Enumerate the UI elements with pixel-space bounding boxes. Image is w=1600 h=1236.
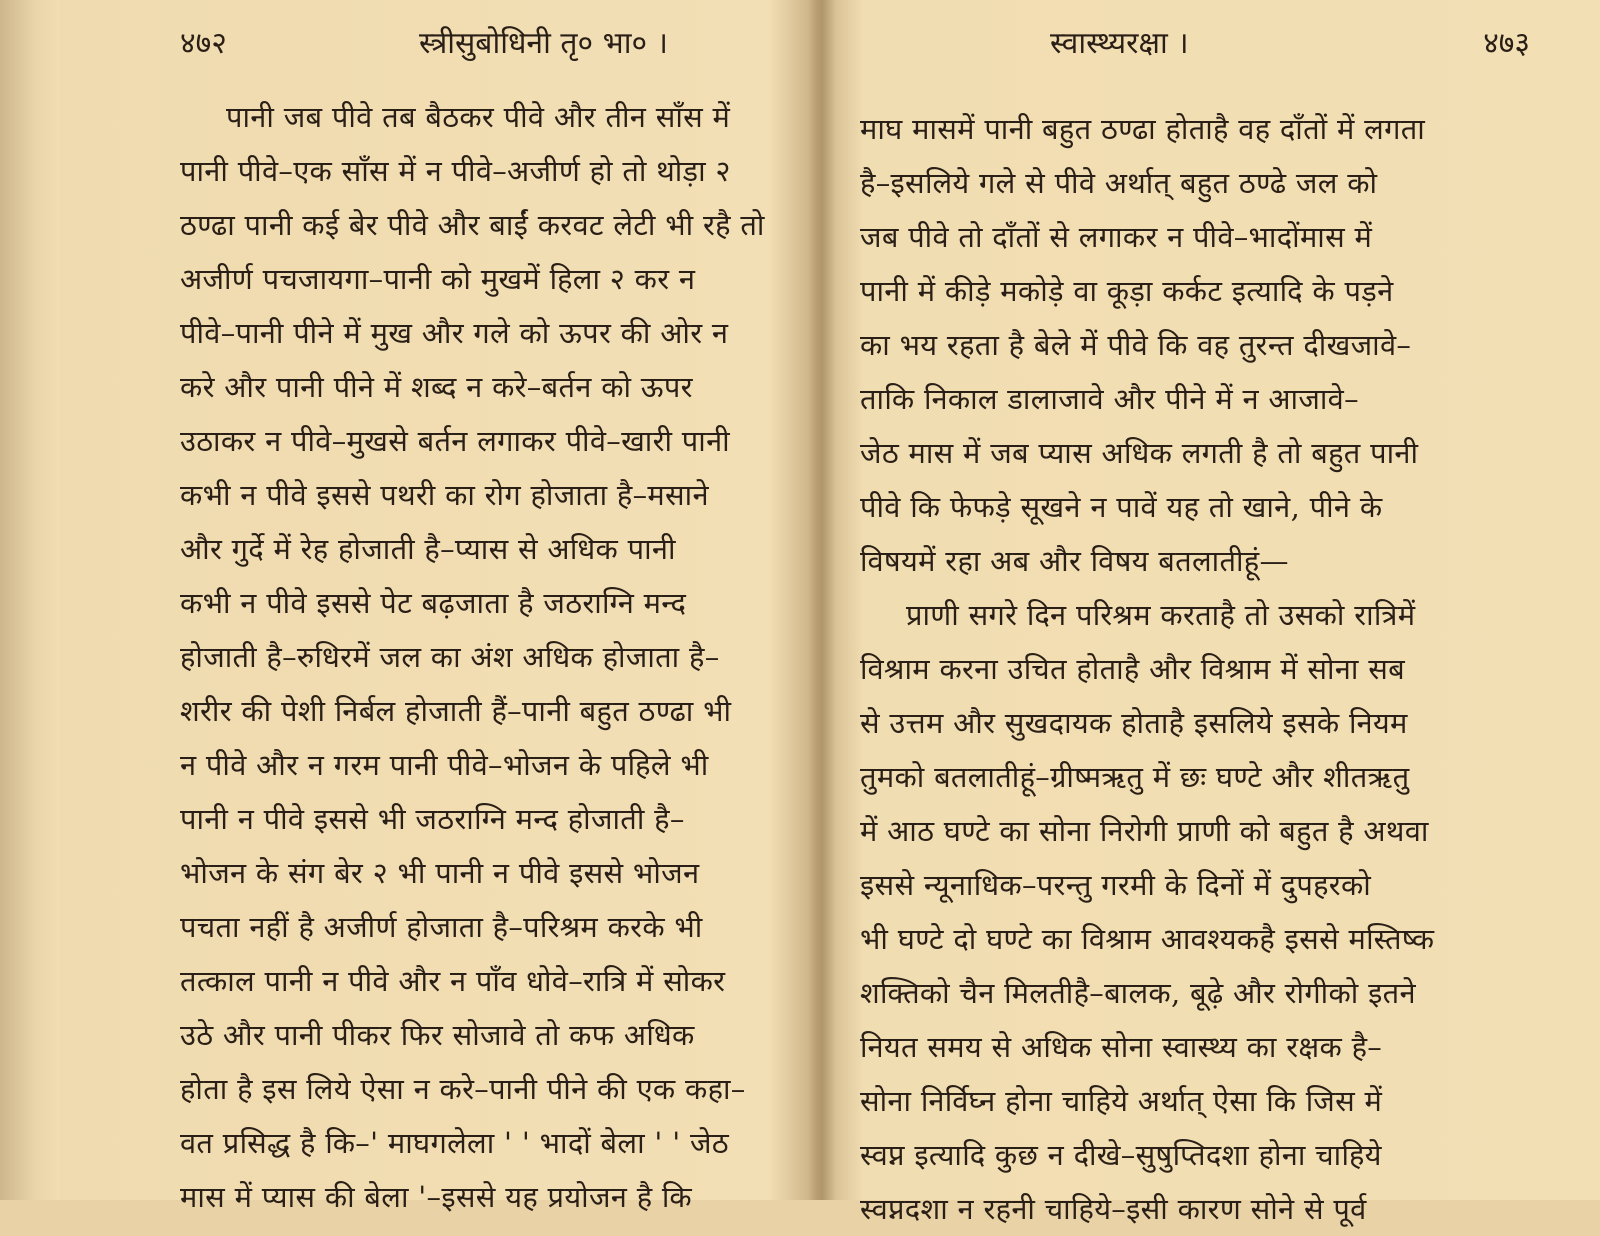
right-page-body xyxy=(860,102,1530,1236)
text-line: विश्राम करना उचित होताहै और विश्राम में सोना सब xyxy=(860,652,1405,686)
text-line: विषयमें रहा अब और विषय बतलातीहूं— xyxy=(860,544,1289,578)
text-line: ठण्ढा पानी कई बेर पीवे और बाईं करवट लेटी भी रहै तो xyxy=(180,208,765,242)
text-line: उठाकर न पीवे–मुखसे बर्तन लगाकर पीवे–खारी पानी xyxy=(180,424,730,458)
text-line: कभी न पीवे इससे पथरी का रोग होजाता है–मसाने xyxy=(180,478,709,512)
text-line: न पीवे और न गरम पानी पीवे–भोजन के पहिले भी xyxy=(180,748,709,782)
text-line: शरीर की पेशी निर्बल होजाती हैं–पानी बहुत ठण्ढा भी xyxy=(180,694,732,728)
text-line: पचता नहीं है अजीर्ण होजाता है–परिश्रम करके भी xyxy=(180,910,703,944)
text-line: तुमको बतलातीहूं–ग्रीष्मऋतु में छः घण्टे और शीतऋतु xyxy=(860,760,1410,794)
text-line: इससे न्यूनाधिक–परन्तु गरमी के दिनों में दुपहरको xyxy=(860,868,1372,902)
text-line: कभी न पीवे इससे पेट बढ़जाता है जठराग्नि मन्द xyxy=(180,586,687,620)
text-line: पीवे कि फेफड़े सूखने न पावें यह तो खाने, पीने के xyxy=(860,490,1383,524)
text-line: प्राणी सगरे दिन परिश्रम करताहै तो उसको रात्रिमें xyxy=(906,598,1416,632)
book-gutter xyxy=(808,0,836,1200)
text-line: मास में प्यास की बेला '–इससे यह प्रयोजन है कि xyxy=(180,1180,693,1214)
left-running-title: स्त्रीसुबोधिनी तृ० भा० । xyxy=(419,26,668,61)
text-line: करे और पानी पीने में शब्द न करे–बर्तन को ऊपर xyxy=(180,370,693,404)
right-running-title: स्वास्थ्यरक्षा । xyxy=(1050,26,1189,61)
text-line: पानी न पीवे इससे भी जठराग्नि मन्द होजाती है– xyxy=(180,802,685,836)
text-line: होता है इस लिये ऐसा न करे–पानी पीने की एक कहा– xyxy=(180,1072,746,1106)
text-line: सोना निर्विघ्न होना चाहिये अर्थात् ऐसा कि जिस में xyxy=(860,1084,1383,1118)
text-line: पानी पीवे–एक साँस में न पीवे–अजीर्ण हो तो थोड़ा २ xyxy=(180,154,731,188)
text-line: होजाती है–रुधिरमें जल का अंश अधिक होजाता है– xyxy=(180,640,720,674)
text-line: वत प्रसिद्ध है कि–' माघगलेला ' ' भादों बेला ' ' जेठ xyxy=(180,1126,729,1160)
right-page-number: ४७३ xyxy=(1483,26,1530,61)
text-line: में आठ घण्टे का सोना निरोगी प्राणी को बहुत है अथवा xyxy=(860,814,1429,848)
text-line: पानी जब पीवे तब बैठकर पीवे और तीन साँस में xyxy=(226,100,731,134)
left-page-header xyxy=(180,12,788,76)
text-line: भोजन के संग बेर २ भी पानी न पीवे इससे भोजन xyxy=(180,856,700,890)
text-line: है–इसलिये गले से पीवे अर्थात् बहुत ठण्ढे जल को xyxy=(860,166,1378,200)
left-page xyxy=(60,0,808,1214)
text-line: नियत समय से अधिक सोना स्वास्थ्य का रक्षक है– xyxy=(860,1030,1383,1064)
text-line: पीवे–पानी पीने में मुख और गले को ऊपर की ओर न xyxy=(180,316,729,350)
text-line: का भय रहता है बेले में पीवे कि वह तुरन्त दीखजावे– xyxy=(860,328,1412,362)
text-line: उठे और पानी पीकर फिर सोजावे तो कफ अधिक xyxy=(180,1018,695,1052)
text-line: तत्काल पानी न पीवे और न पाँव धोवे–रात्रि में सोकर xyxy=(180,964,726,998)
text-line: माघ मासमें पानी बहुत ठण्ढा होताहै वह दाँतों में लगता xyxy=(860,112,1426,146)
left-page-number: ४७२ xyxy=(180,26,227,61)
text-line: और गुर्दे में रेह होजाती है–प्यास से अधिक पानी xyxy=(180,532,676,566)
text-line: जब पीवे तो दाँतों से लगाकर न पीवे–भादोंमास में xyxy=(860,220,1373,254)
text-line: जेठ मास में जब प्यास अधिक लगती है तो बहुत पानी xyxy=(860,436,1419,470)
left-page-body xyxy=(180,90,788,1224)
text-line: स्वप्नदशा न रहनी चाहिये–इसी कारण सोने से पूर्व xyxy=(860,1192,1367,1226)
text-line: अजीर्ण पचजायगा–पानी को मुखमें हिला २ कर न xyxy=(180,262,696,296)
text-line: स्वप्न इत्यादि कुछ न दीखे–सुषुप्तिदशा होना चाहिये xyxy=(860,1138,1382,1172)
text-line: पानी में कीड़े मकोड़े वा कूड़ा कर्कट इत्यादि के पड़ने xyxy=(860,274,1394,308)
text-line: शक्तिको चैन मिलतीहै–बालक, बूढ़े और रोगीको इतने xyxy=(860,976,1416,1010)
page-stack-edge xyxy=(0,0,60,1200)
text-line: से उत्तम और सुखदायक होताहै इसलिये इसके नियम xyxy=(860,706,1408,740)
right-page xyxy=(836,0,1600,1226)
text-line: ताकि निकाल डालाजावे और पीने में न आजावे– xyxy=(860,382,1359,416)
text-line: भी घण्टे दो घण्टे का विश्राम आवश्यकहै इससे मस्तिष्क xyxy=(860,922,1435,956)
right-page-header xyxy=(860,12,1530,76)
